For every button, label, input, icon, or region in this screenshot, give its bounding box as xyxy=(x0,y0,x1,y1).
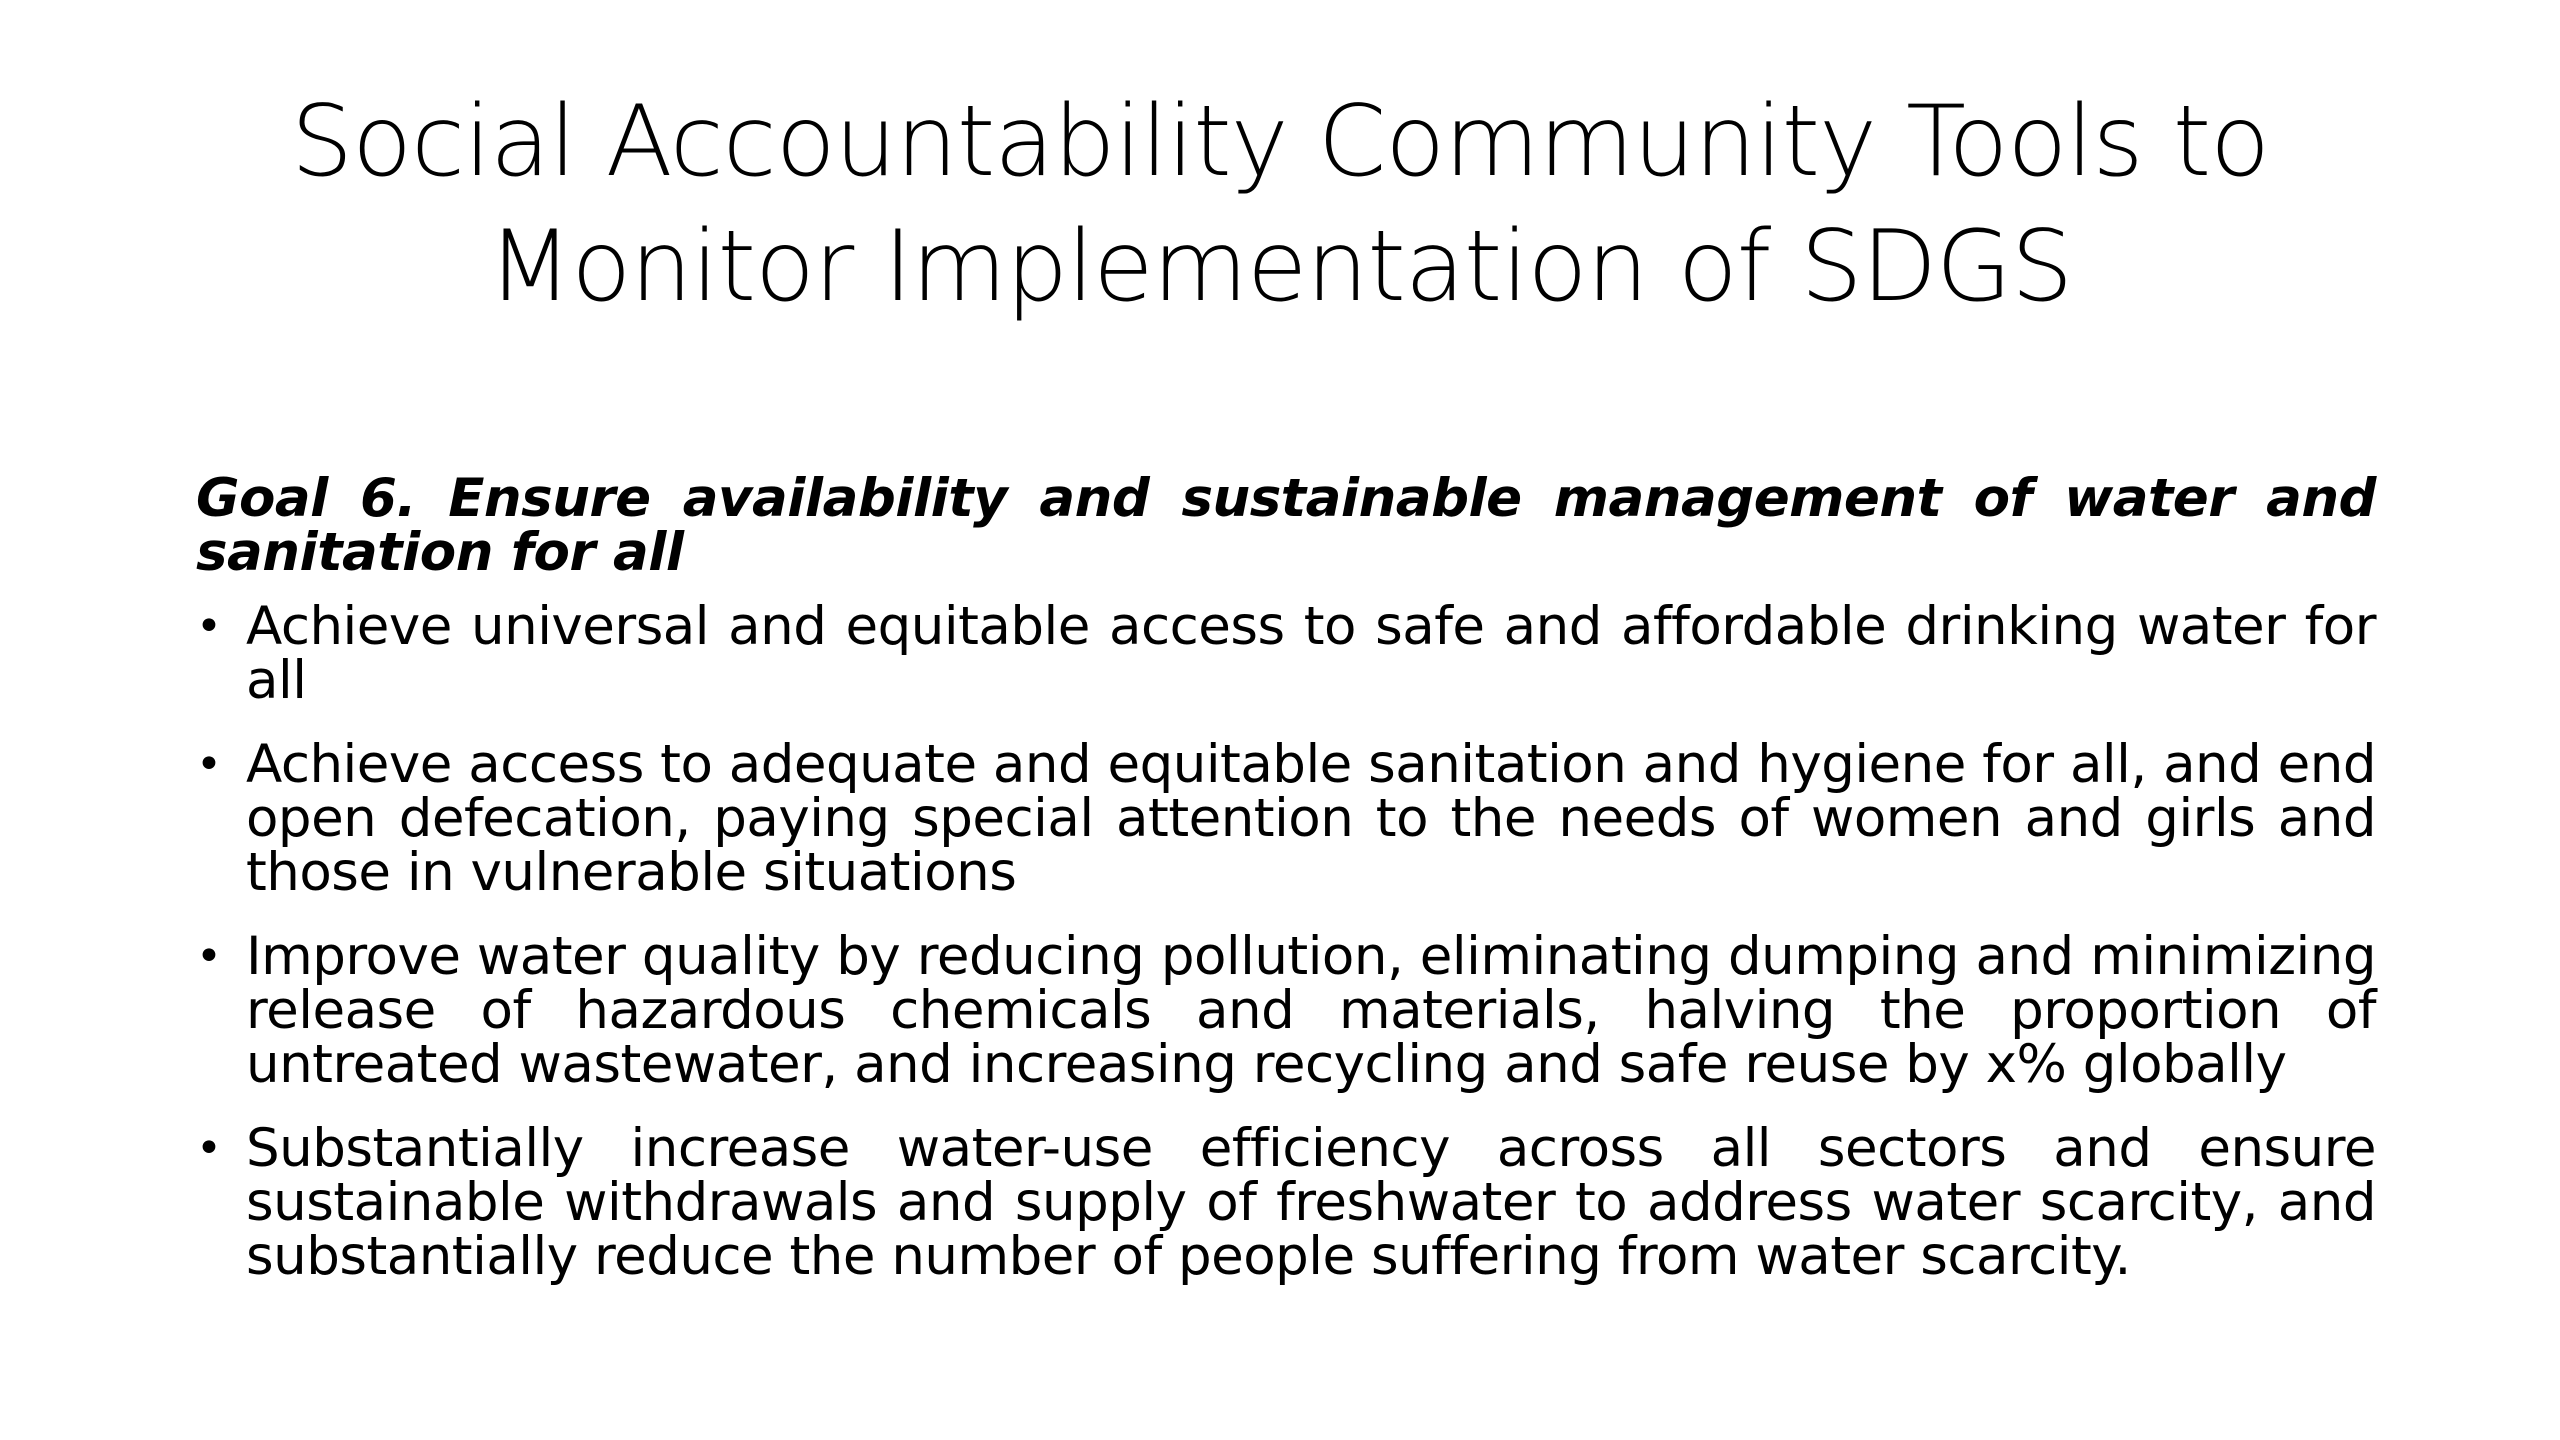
target-text: Substantially increase water-use efficiency across all sectors and ensure sustainable withdrawals and supply of freshwater to address water scarcity, and substantially reduce the number of people suffering from water scarcity. xyxy=(246,1118,2376,1287)
slide-title-line-1: Social Accountability Community Tools to xyxy=(290,85,2270,199)
bullet-icon: • xyxy=(196,1123,222,1174)
bullet-icon: • xyxy=(196,931,222,982)
target-item xyxy=(196,596,2376,711)
target-item xyxy=(196,926,2376,1095)
target-list xyxy=(196,596,2376,1287)
target-text: Achieve universal and equitable access to safe and affordable drinking water for all xyxy=(246,596,2376,711)
slide-title-line-2: Monitor Implementation of SDGS xyxy=(487,210,2073,324)
bullet-icon: • xyxy=(196,601,222,652)
goal-heading: Goal 6. Ensure availability and sustainable management of water and sanitation for all xyxy=(196,468,2376,583)
bullet-icon: • xyxy=(196,739,222,790)
target-text: Improve water quality by reducing pollution, eliminating dumping and minimizing release of hazardous chemicals and materials, halving the proportion of untreated wastewater, and increasing recycling and safe reuse by x% globally xyxy=(246,926,2376,1095)
target-item xyxy=(196,734,2376,903)
target-text: Achieve access to adequate and equitable sanitation and hygiene for all, and end open defecation, paying special attention to the needs of women and girls and those in vulnerable situations xyxy=(246,734,2376,903)
slide-body xyxy=(196,468,2376,1314)
slide-title xyxy=(160,80,2400,330)
target-item xyxy=(196,1118,2376,1287)
